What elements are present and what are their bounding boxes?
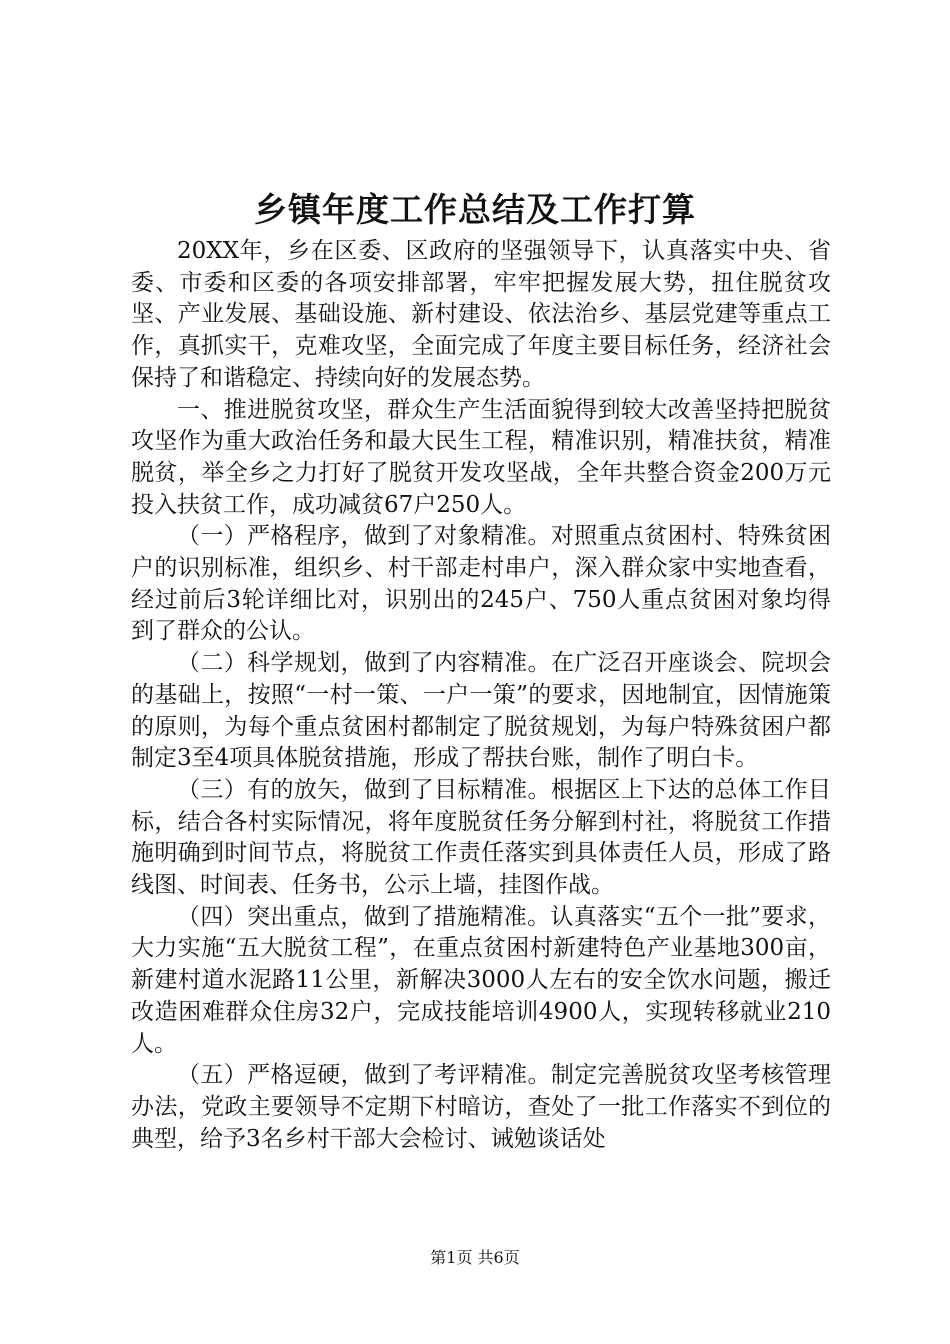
paragraph-item-1: （一）严格程序，做到了对象精准。对照重点贫困村、特殊贫困户的识别标准，组织乡、村干部走村串户，深入群众家中实地查看，经过前后3轮详细比对，识别出的245户、750人重点贫困对象均得到了群众的公认。	[131, 523, 831, 645]
paragraph-item-2: （二）科学规划，做到了内容精准。在广泛召开座谈会、院坝会的基础上，按照“一村一策、一户一策”的要求，因地制宜，因情施策的原则，为每个重点贫困村都制定了脱贫规划，为每户特殊贫困户都制定3至4项具体脱贫措施，形成了帮扶台账，制作了明白卡。	[131, 650, 831, 772]
paragraph-item-4: （四）突出重点，做到了措施精准。认真落实“五个一批”要求，大力实施“五大脱贫工程”，在重点贫困村新建特色产业基地300亩，新建村道水泥路11公里，新解决3000人左右的安全饮水问题，搬迁改造困难群众住房32户，完成技能培训4900人，实现转移就业210人。	[131, 903, 831, 1057]
paragraph-item-5: （五）严格逗硬，做到了考评精准。制定完善脱贫攻坚考核管理办法，党政主要领导不定期下村暗访，查处了一批工作落实不到位的典型，给予3名乡村干部大会检讨、诫勉谈话处	[131, 1062, 831, 1152]
paragraph-section-1: 一、推进脱贫攻坚，群众生产生活面貌得到较大改善坚持把脱贫攻坚作为重大政治任务和最大民生工程，精准识别，精准扶贫，精准脱贫，举全乡之力打好了脱贫开发攻坚战，全年共整合资金200万元投入扶贫工作，成功减贫67户250人。	[131, 396, 831, 518]
document-title: 乡镇年度工作总结及工作打算	[254, 190, 696, 229]
page-number-footer: 第1页 共6页	[430, 1248, 520, 1267]
document-body	[131, 236, 831, 1155]
paragraph-intro: 20XX年，乡在区委、区政府的坚强领导下，认真落实中央、省委、市委和区委的各项安排部署，牢牢把握发展大势，扭住脱贫攻坚、产业发展、基础设施、新村建设、依法治乡、基层党建等重点工作，真抓实干，克难攻坚，全面完成了年度主要目标任务，经济社会保持了和谐稳定、持续向好的发展态势。	[131, 238, 831, 391]
paragraph-item-3: （三）有的放矢，做到了目标精准。根据区上下达的总体工作目标，结合各村实际情况，将年度脱贫任务分解到村社，将脱贫工作措施明确到时间节点，将脱贫工作责任落实到具体责任人员，形成了路线图、时间表、任务书，公示上墙，挂图作战。	[131, 776, 831, 899]
